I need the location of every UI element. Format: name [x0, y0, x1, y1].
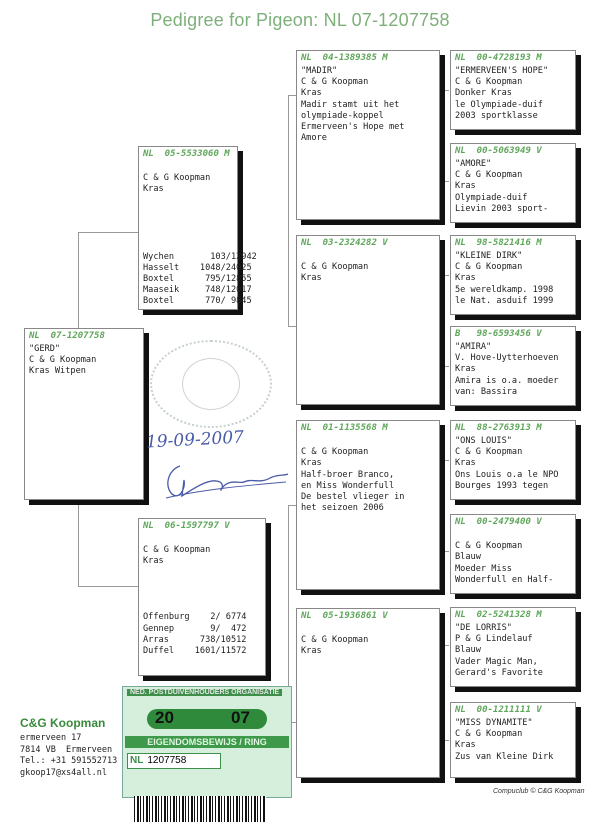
pigeon-info-line: C & G Koopman — [455, 447, 523, 458]
breeder-postcode: 7814 VB Ermerveen — [20, 744, 113, 755]
ring-country: NL — [130, 755, 144, 766]
pigeon-info-line: Vader Magic Man, — [455, 656, 538, 667]
pigeon-info-line: Olympiade-duif — [455, 192, 528, 203]
pigeon-ring-number: NL 01-1135568 M — [301, 423, 388, 433]
page-title: Pedigree for Pigeon: NL 07-1207758 — [150, 10, 450, 30]
pigeon-info-line: Donker Kras — [455, 88, 512, 99]
ring-year-right: 07 — [231, 708, 250, 727]
pigeon-info-line — [301, 624, 435, 635]
pigeon-info-line: Zus van Kleine Dirk — [455, 751, 554, 762]
pigeon-info-line — [143, 162, 233, 173]
pigeon-info-line: Half-broer Branco, — [301, 469, 395, 480]
pigeon-ring-number: NL 04-1389385 M — [301, 53, 388, 63]
dsd-card — [450, 514, 576, 594]
pigeon-info-line: "AMIRA" — [455, 342, 492, 352]
pigeon-info-line — [143, 240, 233, 251]
pigeon-info-line: le Nat. asduif 1999 — [455, 295, 554, 306]
pigeon-info-line: Wonderfull en Half- — [455, 574, 554, 585]
pigeon-info-line: Kras — [455, 181, 476, 192]
connector — [440, 90, 449, 182]
pigeon-info-line: C & G Koopman — [455, 170, 523, 181]
pigeon-ring-number: NL 00-2479400 V — [455, 517, 542, 527]
pigeon-info-line: Amore — [301, 133, 327, 144]
pigeon-info-line — [455, 530, 571, 541]
pigeon-info-line — [143, 218, 233, 229]
pigeon-info-line: en Miss Wonderfull — [301, 480, 395, 491]
pigeon-ring-number: NL 07-1207758 — [29, 331, 105, 341]
pigeon-info-line: "ONS LOUIS" — [455, 436, 512, 446]
handwritten-date: 19-09-2007 — [145, 427, 245, 453]
connector — [78, 500, 139, 587]
pigeon-info-line: Gerard's Favorite — [455, 667, 543, 678]
pigeon-info-line: V. Hove-Uytterhoeven — [455, 353, 559, 364]
ring-number: 1207758 — [147, 755, 187, 766]
pigeon-info-line: C & G Koopman — [301, 635, 369, 646]
pigeon-info-line — [143, 579, 261, 590]
sds-card — [450, 235, 576, 315]
ddd-card — [450, 702, 576, 778]
official-stamp — [150, 340, 272, 428]
connector — [440, 275, 449, 367]
pigeon-info-line — [143, 601, 261, 612]
sss-card — [450, 50, 576, 130]
pigeon-info-line: "MADIR" — [301, 66, 338, 76]
pigeon-ring-number: NL 00-4728193 M — [455, 53, 542, 63]
dam-card — [138, 518, 266, 676]
ownership-ring-certificate — [122, 686, 292, 798]
subject-card — [24, 328, 144, 500]
pigeon-info-line: P & G Lindelauf — [455, 634, 533, 645]
pigeon-info-line — [301, 436, 435, 447]
pigeon-info-line — [143, 568, 261, 579]
pigeon-info-line: Ermerveen's Hope met — [301, 122, 405, 133]
pigeon-info-line: Duffel 1601/11572 — [143, 646, 247, 657]
ring-number-box — [127, 753, 221, 769]
pigeon-info-line: 2003 sportklasse — [455, 110, 538, 121]
pigeon-ring-number: NL 00-5063949 V — [455, 146, 542, 156]
pigeon-info-line: Arras 738/10512 — [143, 634, 247, 645]
pigeon-info-line: C & G Koopman — [29, 355, 97, 366]
pigeon-info-line: "ERMERVEEN'S HOPE" — [455, 66, 549, 76]
ring-year-left: 20 — [155, 708, 174, 727]
pigeon-info-line: Hasselt 1048/24025 — [143, 262, 252, 273]
pigeon-info-line: Offenburg 2/ 6774 — [143, 612, 247, 623]
pigeon-info-line: Madir stamt uit het — [301, 99, 400, 110]
pigeon-ring-number: NL 05-5533060 M — [143, 149, 230, 159]
pigeon-info-line: Kras — [455, 458, 476, 469]
pigeon-info-line: Ons Louis o.a le NPO — [455, 469, 559, 480]
pigeon-info-line: Gennep 9/ 472 — [143, 623, 247, 634]
pigeon-info-line: Boxtel 795/12855 — [143, 274, 252, 285]
connector — [78, 232, 139, 329]
pigeon-ring-number: B 98-6593456 V — [455, 329, 542, 339]
pigeon-info-line — [143, 196, 233, 207]
pigeon-info-line — [143, 229, 233, 240]
pigeon-info-line: Moeder Miss — [455, 563, 512, 574]
pigeon-info-line: Kras — [301, 273, 322, 284]
ssd-card — [450, 143, 576, 223]
pigeon-info-line: Kras — [455, 364, 476, 375]
pigeon-info-line: "AMORE" — [455, 159, 492, 169]
sire-dam-card — [296, 235, 440, 405]
pigeon-ring-number: NL 88-2763913 M — [455, 423, 542, 433]
pigeon-info-line: Maaseik 748/12017 — [143, 285, 252, 296]
pigeon-info-line: C & G Koopman — [301, 77, 369, 88]
pigeon-info-line: Kras — [301, 458, 322, 469]
breeder-name: C&G Koopman — [20, 716, 106, 730]
dam-sire-card — [296, 420, 440, 590]
breeder-email[interactable]: gkoop17@xs4all.nl — [20, 767, 107, 778]
pigeon-info-line: Kras — [301, 646, 322, 657]
ring-year — [147, 709, 267, 729]
pigeon-info-line: C & G Koopman — [455, 729, 523, 740]
pigeon-info-line: Kras — [301, 88, 322, 99]
pigeon-ring-number: NL 98-5821416 M — [455, 238, 542, 248]
pigeon-info-line: C & G Koopman — [301, 262, 369, 273]
pigeon-ring-number: NL 02-5241328 M — [455, 610, 542, 620]
dss-card — [450, 420, 576, 500]
pigeon-info-line: C & G Koopman — [455, 541, 523, 552]
pigeon-info-line: De bestel vlieger in — [301, 492, 405, 503]
pigeon-info-line: "KLEINE DIRK" — [455, 251, 523, 261]
pigeon-info-line — [143, 534, 261, 545]
breeder-info — [20, 716, 117, 779]
pigeon-info-line: C & G Koopman — [143, 545, 211, 556]
pigeon-info-line: C & G Koopman — [455, 262, 523, 273]
signature — [160, 456, 290, 502]
pigeon-info-line — [143, 590, 261, 601]
breeder-phone: Tel.: +31 591552713 — [20, 756, 118, 766]
pigeon-ring-number: NL 03-2324282 V — [301, 238, 388, 248]
pigeon-info-line: van: Bassira — [455, 386, 518, 397]
pigeon-info-line: "DE LORRIS" — [455, 623, 512, 633]
pigeon-ring-number: NL 00-1211111 V — [455, 705, 542, 715]
dam-dam-card — [296, 608, 440, 778]
pigeon-ring-number: NL 06-1597797 V — [143, 521, 230, 531]
ring-band: EIGENDOMSBEWIJS / RING — [125, 736, 289, 748]
barcode — [134, 796, 266, 822]
pigeon-info-line: Wychen 103/12942 — [143, 251, 257, 262]
pigeon-info-line: le Olympiade-duif — [455, 99, 543, 110]
pigeon-info-line: Amira is o.a. moeder — [455, 375, 559, 386]
pigeon-info-line: Bourges 1993 tegen — [455, 480, 549, 491]
pigeon-info-line — [143, 207, 233, 218]
pigeon-ring-number: NL 05-1936861 V — [301, 611, 388, 621]
pigeon-info-line: olympiade-koppel — [301, 110, 384, 121]
sire-card — [138, 146, 257, 310]
ring-organisation: NED. POSTDUIVENHOUDERS ORGANISATIE — [127, 689, 282, 696]
connector — [440, 460, 449, 552]
pigeon-info-line: C & G Koopman — [143, 173, 211, 184]
pigeon-info-line: C & G Koopman — [455, 77, 523, 88]
pigeon-info-line — [301, 251, 435, 262]
sire-sire-card — [296, 50, 440, 220]
pigeon-info-line: Boxtel 770/ 9845 — [143, 296, 252, 307]
pigeon-info-line: Kras — [143, 184, 164, 195]
pigeon-info-line: Lievin 2003 sport- — [455, 203, 549, 214]
dds-card — [450, 607, 576, 687]
pigeon-info-line: Kras — [455, 273, 476, 284]
pigeon-info-line: "GERD" — [29, 344, 61, 354]
pigeon-info-line: Blauw — [455, 552, 481, 563]
connector — [440, 645, 449, 741]
pigeon-info-line: C & G Koopman — [301, 447, 369, 458]
pigeon-info-line: Blauw — [455, 645, 481, 656]
pigeon-info-line: Kras — [143, 556, 164, 567]
footer-credit: Compuclub © C&G Koopman — [493, 788, 585, 795]
sdd-card — [450, 326, 576, 406]
pigeon-info-line: 5e wereldkamp. 1998 — [455, 284, 554, 295]
pigeon-info-line: Kras — [455, 740, 476, 751]
pigeon-info-line: "MISS DYNAMITE" — [455, 718, 533, 728]
pigeon-info-line: het seizoen 2006 — [301, 503, 384, 514]
breeder-address: ermerveen 17 — [20, 733, 82, 743]
pigeon-info-line: Kras Witpen — [29, 366, 86, 377]
